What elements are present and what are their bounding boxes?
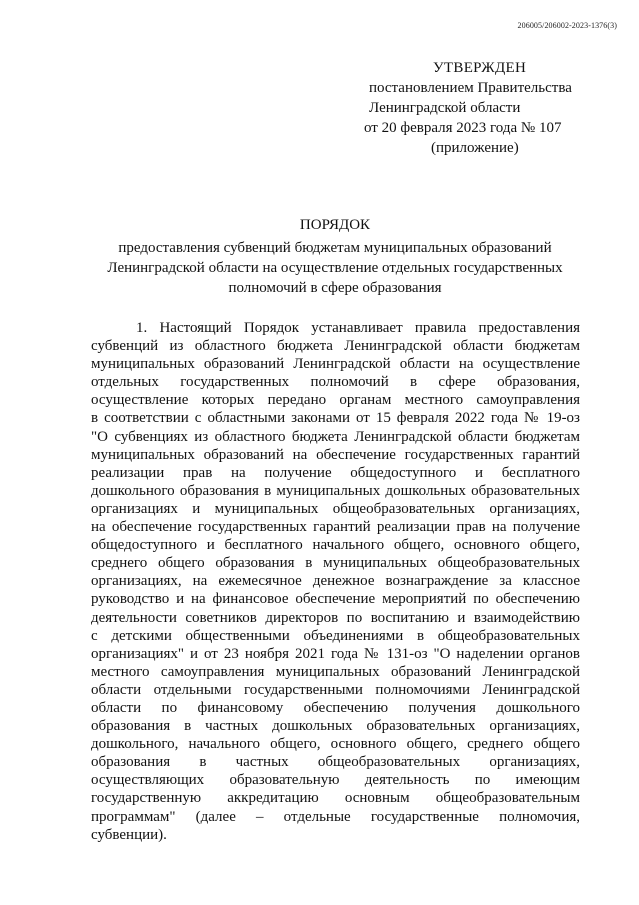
- paragraph-line: отдельных государственных полномочий в сфере образования,: [91, 374, 580, 391]
- approval-line: Ленинградской области: [369, 100, 521, 116]
- document-title-block: [90, 215, 580, 298]
- paragraph-line: субвенций из областного бюджета Ленинградской области бюджетам: [91, 338, 580, 355]
- paragraph-line: области отдельными государственными полномочиями Ленинградской: [91, 681, 580, 698]
- document-subtitle-line: полномочий в сфере образования: [228, 280, 442, 296]
- paragraph-line: деятельности советников директоров по воспитанию и взаимодействию: [91, 609, 580, 626]
- paragraph-line: субвенции).: [91, 826, 167, 843]
- paragraph-line: на обеспечение государственных гарантий реализации прав на получение: [91, 519, 580, 536]
- paragraph-line: среднего общего образования в муниципальных общеобразовательных: [91, 555, 580, 572]
- approval-title: УТВЕРЖДЕН: [433, 60, 527, 76]
- approval-line: постановлением Правительства: [369, 80, 572, 96]
- paragraph-line: общедоступного и бесплатного начального общего, основного общего,: [91, 537, 580, 554]
- paragraph-line: организациях" и от 23 ноября 2021 года № 131-оз "О наделении органов: [91, 645, 580, 662]
- paragraph-line: муниципальных образований на обеспечение государственных гарантий: [91, 446, 580, 463]
- paragraph-line: осуществляющих образовательную деятельность по имеющим: [91, 772, 580, 789]
- paragraph-line: дошкольного, начального общего, основного общего, среднего общего: [91, 736, 580, 753]
- document-subtitle-line: предоставления субвенций бюджетам муниципальных образований: [118, 240, 552, 256]
- paragraph-line: области по финансовому обеспечению получения дошкольного: [91, 699, 580, 716]
- paragraph-line: организациях и муниципальных общеобразовательных организациях,: [91, 500, 580, 517]
- approval-line: (приложение): [431, 140, 519, 156]
- paragraph-line: руководство и на финансовое обеспечение мероприятий по обеспечению: [91, 591, 580, 608]
- paragraph-line: программам" (далее – отдельные государственные полномочия,: [91, 808, 580, 825]
- paragraph-line: государственную аккредитацию основным общеобразовательным: [91, 790, 580, 807]
- approval-stamp: [355, 58, 605, 158]
- approval-line: от 20 февраля 2023 года № 107: [364, 120, 562, 136]
- document-registration-number: 206005/206002-2023-1376(3): [517, 21, 617, 30]
- paragraph-line: 1. Настоящий Порядок устанавливает правила предоставления: [136, 320, 580, 336]
- paragraph-line: организациях, на ежемесячное денежное вознаграждение за классное: [91, 573, 580, 590]
- paragraph-line: местного самоуправления муниципальных образований Ленинградской: [91, 663, 580, 680]
- paragraph-1: [91, 319, 580, 844]
- document-heading: ПОРЯДОК: [299, 217, 371, 233]
- paragraph-line: "О субвенциях из областного бюджета Ленинградской области бюджетам: [91, 428, 580, 445]
- paragraph-line: муниципальных образований Ленинградской области на осуществление: [91, 356, 580, 373]
- paragraph-line: дошкольного образования в муниципальных дошкольных образовательных: [91, 482, 580, 499]
- paragraph-line: образования в частных дошкольных образовательных организациях,: [91, 718, 580, 735]
- paragraph-line: образования в частных общеобразовательных организациях,: [91, 754, 580, 771]
- document-subtitle-line: Ленинградской области на осуществление отдельных государственных: [107, 260, 563, 276]
- paragraph-line: с детскими общественными объединениями в общеобразовательных: [91, 627, 580, 644]
- paragraph-line: осуществление которых передано органам местного самоуправления: [91, 392, 580, 409]
- paragraph-line: в соответствии с областными законами от 15 февраля 2022 года № 19-оз: [91, 410, 580, 427]
- paragraph-line: реализации прав на получение общедоступного и бесплатного: [91, 464, 580, 481]
